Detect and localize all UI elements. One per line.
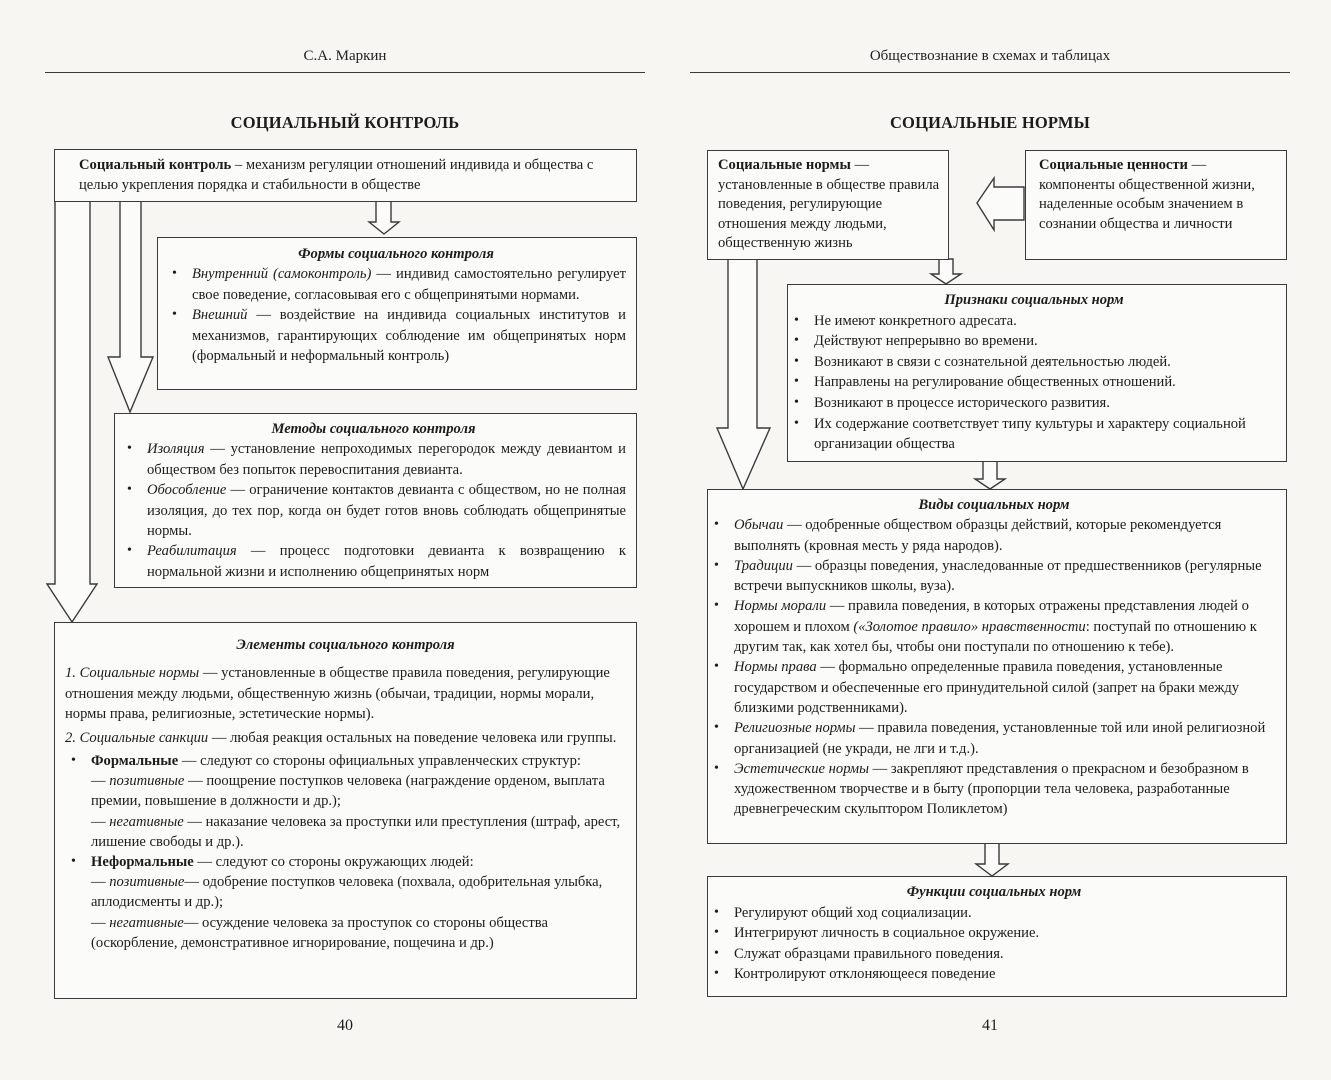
signs-item: • Возникают в связи с сознательной деятельностью людей. xyxy=(788,352,1280,373)
forms-box xyxy=(157,237,637,390)
arrow-signs-to-types xyxy=(975,461,1005,489)
arrow-values-to-norms xyxy=(977,178,1024,230)
functions-item: • Служат образцами правильного поведения. xyxy=(708,944,1280,965)
types-list xyxy=(708,515,1280,819)
norms-definition-box: Социальные нормы — установленные в обществе правила поведения, регулирующие отношения между людьми, общественную жизнь xyxy=(707,150,949,260)
methods-item: • Изоляция — установление непроходимых перегородок между девиантом и обществом без попыток перевоспитания девианта. xyxy=(121,439,626,480)
signs-item: • Не имеют конкретного адресата. xyxy=(788,311,1280,332)
forms-item: • Внешний — воздействие на индивида социальных институтов и механизмов, гарантирующих соблюдение им общепринятых норм (формальный и неформальный контроль) xyxy=(166,305,626,366)
arrow-to-functions xyxy=(976,843,1008,876)
running-head-book-title: Обществознание в схемах и таблицах xyxy=(869,48,1111,64)
page-number: 40 xyxy=(337,1017,353,1034)
page-title: СОЦИАЛЬНЫЙ КОНТРОЛЬ xyxy=(230,113,460,132)
forms-item: • Внутренний (самоконтроль) — индивид самостоятельно регулирует свое поведение, согласовывая его с общепринятыми нормами. xyxy=(166,264,626,305)
signs-item: • Возникают в процессе исторического развития. xyxy=(788,393,1280,414)
signs-box xyxy=(787,284,1287,462)
types-item: • Религиозные нормы — правила поведения, установленные той или иной религиозной организацией (не укради, не лги и т.д.). xyxy=(708,718,1280,759)
page-number: 41 xyxy=(982,1017,998,1034)
definition-box xyxy=(54,149,637,202)
functions-box xyxy=(707,876,1287,997)
types-item: • Эстетические нормы — закрепляют представления о прекрасном и безобразном в художественном творчестве и в быту (пропорции тела человека, разработанные древнегреческим скульптором Поликлетом) xyxy=(708,759,1280,820)
types-item: • Традиции — образцы поведения, унаследованные от предшественников (регулярные встречи выпускников школы, вуза). xyxy=(708,556,1280,597)
arrow-to-types xyxy=(717,259,770,489)
values-definition-box: Социальные ценности — компоненты общественной жизни, наделенные особым значением в сознании общества и личности xyxy=(1025,150,1287,260)
elements-norms: 1. Социальные нормы — установленные в обществе правила поведения, регулирующие отношения между людьми, общественную жизнь (обычаи, традиции, нормы морали, нормы права, религиозные, эстетические нормы). xyxy=(65,665,610,723)
right-page xyxy=(665,0,1331,1080)
left-page xyxy=(0,0,665,1080)
types-item: • Нормы морали — правила поведения, в которых отражены представления людей о хорошем и плохом («Золотое правило» нравственности: поступай по отношению к другим так, как хотел бы, чтобы они поступали по отношению к тебе). xyxy=(708,596,1280,657)
page-title: СОЦИАЛЬНЫЕ НОРМЫ xyxy=(889,113,1091,132)
types-title: Виды социальных норм xyxy=(918,497,1070,513)
forms-title: Формы социального контроля xyxy=(298,246,494,262)
types-item: • Обычаи — одобренные обществом образцы действий, которые рекомендуется выполнять (кровная месть у ряда народов). xyxy=(708,515,1280,556)
elements-box xyxy=(54,622,637,999)
formal-sanctions: • Формальные — следуют со стороны официальных управленческих структур: — позитивные — поощрение поступков человека (награждение орденом, выплата премии, повышение в должности и др.); — негативные — наказание человека за проступки или преступления (штраф, арест, лишение свободы и др.). xyxy=(65,751,626,852)
functions-item: • Контролируют отклоняющееся поведение xyxy=(708,964,1280,985)
arrow-to-elements xyxy=(47,201,97,622)
elements-sanctions: 2. Социальные санкции — любая реакция остальных на поведение человека или группы. xyxy=(65,729,617,746)
methods-title: Методы социального контроля xyxy=(271,421,476,437)
functions-title: Функции социальных норм xyxy=(906,884,1082,900)
elements-title: Элементы социального контроля xyxy=(236,637,455,653)
running-head-author: С.А. Маркин xyxy=(303,48,387,64)
definition-term: Социальный контроль xyxy=(79,157,232,173)
informal-sanctions: • Неформальные — следуют со стороны окружающих людей: — позитивные— одобрение поступков человека (похвала, одобрительная улыбка, аплодисменты и др.); — негативные— осуждение человека за проступок со стороны общества (оскорбление, демонстративное игнорирование, пощечина и др.) xyxy=(65,852,626,953)
functions-list xyxy=(708,903,1280,985)
arrow-to-methods xyxy=(108,201,153,412)
signs-list xyxy=(788,311,1280,455)
header-rule xyxy=(690,72,1290,73)
methods-box xyxy=(114,413,637,588)
types-item: • Нормы права — формально определенные правила поведения, установленные государством и обеспеченные его принудительной силой (запрет на браки между близкими родственниками). xyxy=(708,657,1280,718)
signs-item: • Действуют непрерывно во времени. xyxy=(788,331,1280,352)
signs-title: Признаки социальных норм xyxy=(944,292,1124,308)
arrow-to-forms xyxy=(369,201,399,234)
signs-item: • Их содержание соответствует типу культуры и характеру социальной организации общества xyxy=(788,414,1280,455)
types-box xyxy=(707,489,1287,844)
methods-item: • Обособление — ограничение контактов девианта с обществом, но не полная изоляция, до тех пор, когда он будет готов вновь соблюдать общепринятые нормы. xyxy=(121,480,626,541)
definition-text: – механизм регуляции отношений индивида и общества с целью укрепления порядка и стабильности в обществе xyxy=(79,157,594,194)
functions-item: • Интегрируют личность в социальное окружение. xyxy=(708,923,1280,944)
header-rule xyxy=(45,72,645,73)
functions-item: • Регулируют общий ход социализации. xyxy=(708,903,1280,924)
signs-item: • Направлены на регулирование общественных отношений. xyxy=(788,372,1280,393)
arrow-to-signs xyxy=(931,259,961,284)
methods-item: • Реабилитация — процесс подготовки девианта к возвращению к нормальной жизни и исполнению общепринятых норм xyxy=(121,541,626,582)
